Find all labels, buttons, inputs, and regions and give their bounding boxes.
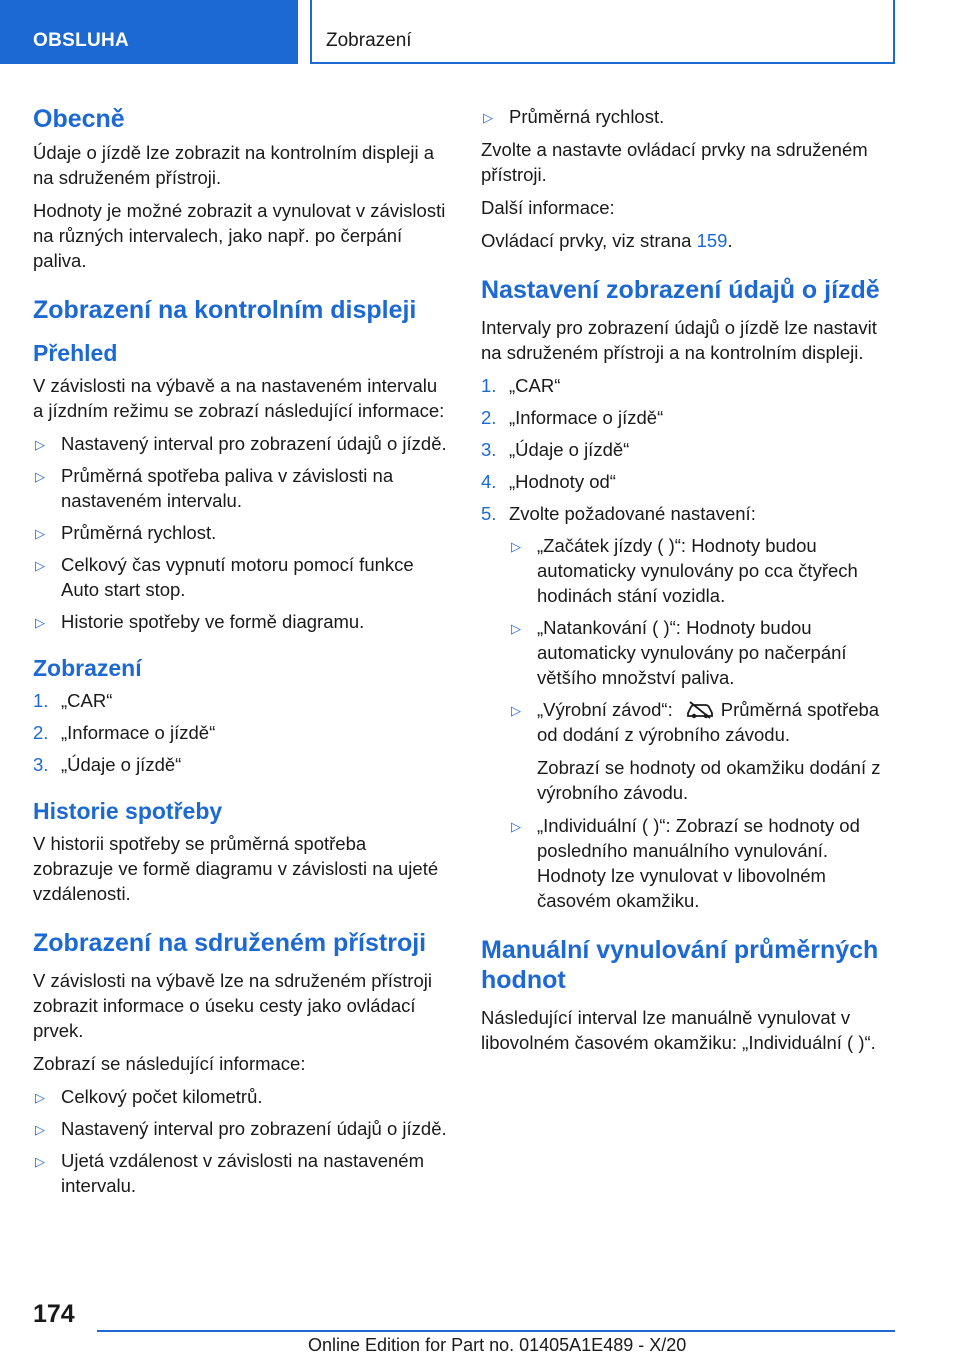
paragraph: Ovládací prvky, viz strana 159.	[481, 230, 733, 251]
list-item: ▷ Průměrná spotřeba paliva v závislosti na nastaveném intervalu.	[35, 465, 394, 511]
heading-historie-spotreby: Historie spotřeby	[33, 798, 223, 824]
paragraph: Další informace:	[481, 197, 615, 218]
paragraph: Zobrazí se následující informace:	[33, 1053, 306, 1074]
list-item: ▷ Nastavený interval pro zobrazení údajů o jízdě.	[33, 431, 449, 456]
header-chapter-title: Zobrazení	[310, 0, 895, 64]
paragraph: Zvolte a nastavte ovládací prvky na sdruženém přístroji.	[481, 139, 868, 185]
bullet-list-sdruzeny	[33, 1084, 449, 1198]
heading-nastaveni-zobrazeni: Nastavení zobrazení údajů o jízdě	[481, 276, 880, 304]
heading-kontrolni-displej: Zobrazení na kontrolním displeji	[33, 296, 417, 324]
list-item: 2. „Informace o jízdě“	[481, 407, 664, 428]
list-item: 5. Zvolte požadované nastavení: ▷ „Začátek jízdy ( )“: Hodnoty budou automaticky vynulovány po cca čtyřech hodinách stání vozidla. ▷ „Natankování ( )“: Hodnoty budou automaticky vynulovány po načerpání většího množství paliva. ▷ „Výrobní závod“: Průměrná spotřeba od dodání z výrobního závodu. Zobrazí se hodnoty od okamžiku dodání z výrobního závodu. ▷ „Individuální ( )“: Zobrazí se hodnoty od posledního manuálního vynulování. Hodnoty lze vynulovat v libovolném časovém okamžiku.	[481, 501, 901, 913]
triangle-right-icon: ▷	[35, 558, 45, 573]
paragraph: Zobrazí se hodnoty od okamžiku dodání z výrobního závodu.	[537, 757, 881, 803]
heading-manualni-vynulovani: Manuální vynulování průměrných hodnot	[481, 936, 879, 994]
heading-obecne: Obecně	[33, 105, 125, 133]
header-section-title: OBSLUHA	[0, 0, 298, 64]
paragraph: Hodnoty je možné zobrazit a vynulovat v závislosti na různých intervalech, jako např. po čerpání paliva.	[33, 200, 446, 271]
footer-divider	[97, 1330, 895, 1332]
list-item: ▷ Celkový čas vypnutí motoru pomocí funkce Auto start stop.	[35, 554, 414, 600]
triangle-right-icon: ▷	[35, 615, 45, 630]
paragraph: V historii spotřeby se průměrná spotřeba zobrazuje ve formě diagramu v závislosti na ujeté vzdálenosti.	[33, 833, 439, 904]
list-item: ▷ Průměrná rychlost.	[33, 520, 449, 545]
list-item: ▷ „Začátek jízdy ( )“: Hodnoty budou automaticky vynulovány po cca čtyřech hodinách stání vozidla.	[511, 535, 858, 606]
bullet-list-prehled	[33, 431, 449, 634]
list-item: ▷ Průměrná rychlost.	[481, 104, 901, 129]
step-list-nastaveni	[481, 373, 901, 913]
triangle-right-icon: ▷	[35, 437, 45, 452]
list-item: ▷ „Individuální ( )“: Zobrazí se hodnoty od posledního manuálního vynulování. Hodnoty lze vynulovat v libovolném časovém okamžiku.	[511, 815, 860, 911]
bullet-list-top	[481, 104, 901, 129]
list-item: 2. „Informace o jízdě“	[33, 722, 216, 743]
triangle-right-icon: ▷	[35, 1154, 45, 1169]
list-item: ▷ „Natankování ( )“: Hodnoty budou automaticky vynulovány po načerpání většího množství paliva.	[511, 617, 847, 688]
list-item: ▷ Celkový počet kilometrů.	[33, 1084, 449, 1109]
list-item: ▷ Ujetá vzdálenost v závislosti na nastaveném intervalu.	[35, 1150, 424, 1196]
list-item: ▷ Historie spotřeby ve formě diagramu.	[33, 609, 449, 634]
list-item: ▷ Nastavený interval pro zobrazení údajů o jízdě.	[33, 1116, 449, 1141]
paragraph: V závislosti na výbavě a na nastaveném intervalu a jízdním režimu se zobrazí následující informace:	[33, 375, 445, 421]
car-crossed-icon	[685, 700, 715, 720]
page-number: 174	[33, 1300, 75, 1328]
paragraph: V závislosti na výbavě lze na sdruženém přístroji zobrazit informace o úseku cesty jako ovládací prvek.	[33, 970, 432, 1041]
triangle-right-icon: ▷	[511, 621, 521, 636]
heading-zobrazeni: Zobrazení	[33, 655, 142, 681]
heading-prehled: Přehled	[33, 340, 118, 366]
triangle-right-icon: ▷	[35, 469, 45, 484]
triangle-right-icon: ▷	[35, 526, 45, 541]
paragraph: Údaje o jízdě lze zobrazit na kontrolním displeji a na sdruženém přístroji.	[33, 142, 435, 188]
left-column	[33, 98, 449, 1206]
step-list-zobrazeni	[33, 688, 449, 777]
triangle-right-icon: ▷	[511, 703, 521, 718]
triangle-right-icon: ▷	[35, 1122, 45, 1137]
nested-bullet-list	[509, 533, 901, 913]
triangle-right-icon: ▷	[511, 819, 521, 834]
list-item: 3. „Údaje o jízdě“	[481, 439, 630, 460]
triangle-right-icon: ▷	[511, 539, 521, 554]
paragraph: Následující interval lze manuálně vynulovat v libovolném časovém okamžiku: „Individuální ( )“.	[481, 1007, 876, 1053]
list-item: 4. „Hodnoty od“	[481, 471, 616, 492]
right-column	[481, 104, 901, 1063]
heading-sdruzeny-pristroj: Zobrazení na sdruženém přístroji	[33, 929, 427, 957]
list-item: 3. „Údaje o jízdě“	[33, 754, 182, 775]
triangle-right-icon: ▷	[35, 1090, 45, 1105]
footer-edition: Online Edition for Part no. 01405A1E489 - X/20	[308, 1335, 687, 1355]
list-item: 1. „CAR“	[33, 690, 113, 711]
triangle-right-icon: ▷	[483, 110, 493, 125]
page-link[interactable]: 159	[696, 230, 728, 251]
paragraph: Intervaly pro zobrazení údajů o jízdě lze nastavit na sdruženém přístroji a na kontrolním displeji.	[481, 317, 877, 363]
list-item: ▷ „Výrobní závod“: Průměrná spotřeba od dodání z výrobního závodu. Zobrazí se hodnoty od okamžiku dodání z výrobního závodu.	[509, 697, 901, 805]
list-item: 1. „CAR“	[481, 375, 561, 396]
